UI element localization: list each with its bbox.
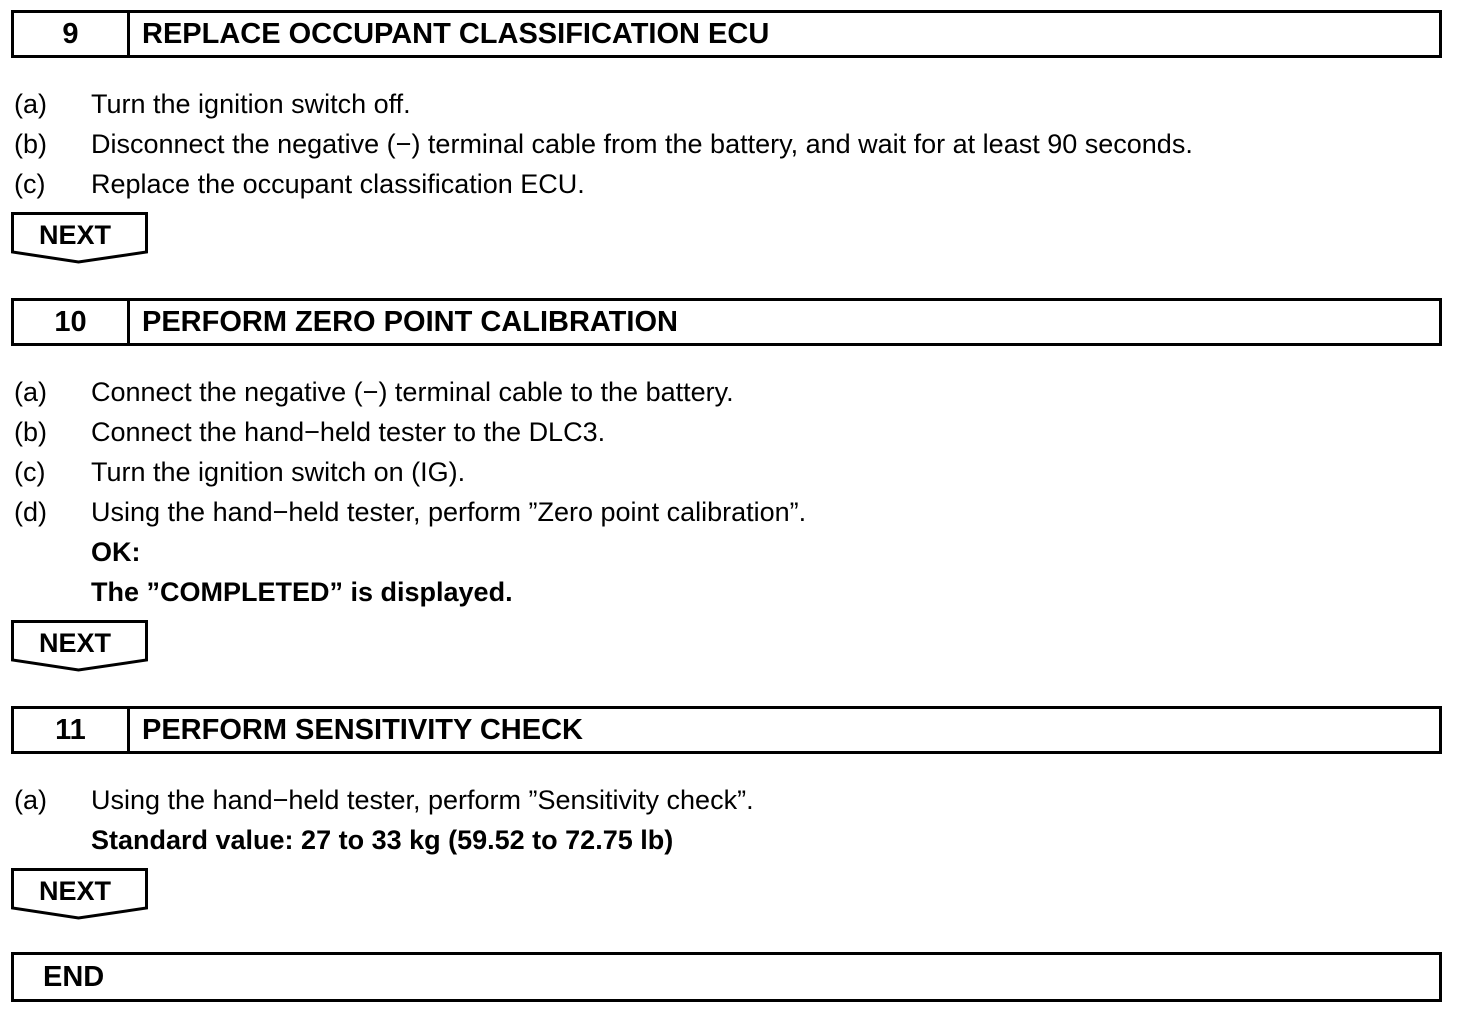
item-label: (b) <box>14 129 47 159</box>
end-box: END <box>11 952 1442 1002</box>
step-title: REPLACE OCCUPANT CLASSIFICATION ECU <box>142 17 770 50</box>
standard-value: Standard value: 27 to 33 kg (59.52 to 72.75 lb) <box>91 825 674 855</box>
next-button[interactable] <box>11 212 149 264</box>
step-title: PERFORM ZERO POINT CALIBRATION <box>142 305 678 338</box>
item-text: Connect the negative (−) terminal cable to the battery. <box>91 377 734 407</box>
ok-text: The ”COMPLETED” is displayed. <box>91 577 513 607</box>
item-text: Turn the ignition switch on (IG). <box>91 457 466 487</box>
step-10-header <box>11 298 1442 346</box>
ok-label: OK: <box>91 537 141 567</box>
step-title: PERFORM SENSITIVITY CHECK <box>142 713 583 746</box>
item-label: (b) <box>14 417 47 447</box>
item-text: Using the hand−held tester, perform ”Zero point calibration”. <box>91 497 807 527</box>
next-label: NEXT <box>38 628 111 658</box>
next-label: NEXT <box>38 220 111 250</box>
item-label: (c) <box>14 457 46 487</box>
next-button[interactable] <box>11 620 149 672</box>
item-text: Using the hand−held tester, perform ”Sensitivity check”. <box>91 785 754 815</box>
item-text: Turn the ignition switch off. <box>91 89 411 119</box>
item-label: (a) <box>14 89 47 119</box>
item-label: (a) <box>14 785 47 815</box>
step-11-header <box>11 706 1442 754</box>
item-text: Connect the hand−held tester to the DLC3. <box>91 417 606 447</box>
item-text: Disconnect the negative (−) terminal cable from the battery, and wait for at least 90 seconds. <box>91 129 1193 159</box>
step-number: 11 <box>14 709 130 751</box>
item-label: (a) <box>14 377 47 407</box>
step-number: 10 <box>14 301 130 343</box>
item-text: Replace the occupant classification ECU. <box>91 169 585 199</box>
next-button[interactable] <box>11 868 149 920</box>
item-label: (c) <box>14 169 46 199</box>
next-label: NEXT <box>38 876 111 906</box>
step-number: 9 <box>14 13 130 55</box>
item-label: (d) <box>14 497 47 527</box>
step-9-header <box>11 10 1442 58</box>
